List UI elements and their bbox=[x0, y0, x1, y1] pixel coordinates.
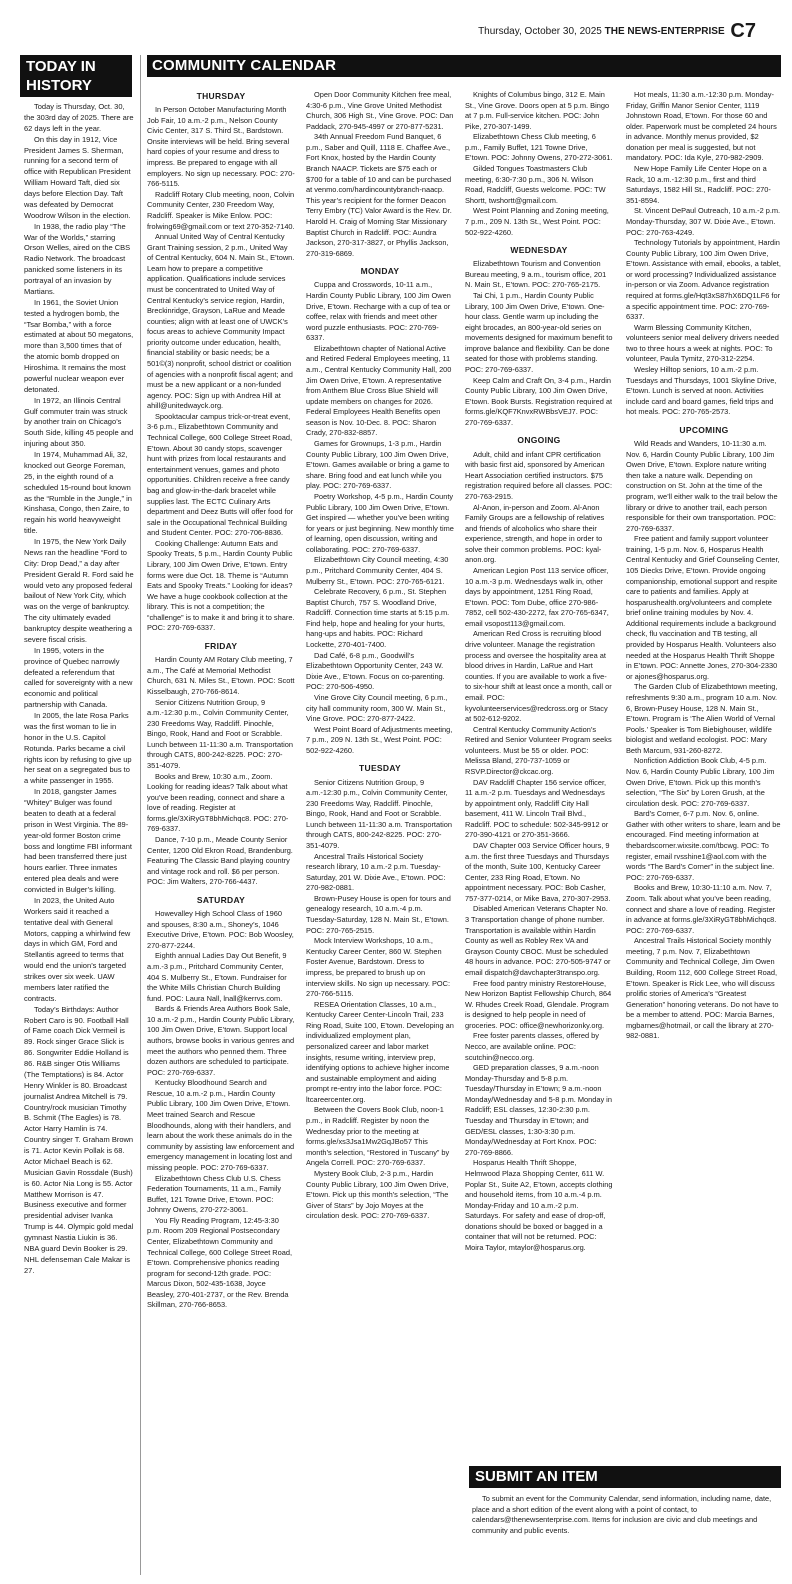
history-title: TODAY IN HISTORY bbox=[20, 55, 132, 97]
event-item: Gilded Tongues Toastmasters Club meeting, 6:30-7:30 p.m., 306 N. Wilson Road, Radcliff, Guests welcome. POC: TW Shortt, twshortt@gmail.com. bbox=[465, 164, 606, 205]
history-paragraph: Today is Thursday, Oct. 30, the 303rd day of 2025. There are 62 days left in the year. bbox=[24, 102, 134, 133]
event-item: Books and Brew, 10:30 a.m., Zoom. Looking for reading ideas? Talk about what you’ve been reading, connect and share a love of reading. Register at forms.gle/3XiRyGT8bhMichqc8. POC: 270-769-6337. bbox=[147, 771, 289, 834]
submit-instructions: To submit an event for the Community Calendar, send information, including name, date, place and a short edition of the event along with a point of contact, to calendars@thenewsenterprise.com. Items for inclusion are civic and club meetings and community and public events. bbox=[472, 1494, 772, 1535]
history-paragraph: In 2005, the late Rosa Parks was the first woman to lie in honor in the U.S. Capitol Rotunda. Parks became a civil rights icon by refusing to give up her seat on a segregated bus to a white passenger in 1955. bbox=[24, 711, 132, 786]
header-dateline bbox=[478, 20, 756, 43]
event-item: Bard’s Corner, 6-7 p.m. Nov. 6, online. Gather with other writers to share, learn and be encouraged. Find meeting information at thebardscorner.wixsite.com/tbcwg. POC: To register, email rvsshine1@aol.com with the words “The Bard’s Corner” in the subject line. POC: 270-769-6337. bbox=[626, 809, 781, 882]
event-item: RESEA Orientation Classes, 10 a.m., Kentucky Career Center-Lincoln Trail, 233 Ring Road, Suite 100, E’town. Developing an individualized employment plan, personalized career and labor market insights, resume writing, interview prep, identifying options to achieve higher income and sustainable employment and aiding prompt re-entry into the labor force. POC: ltcareercenter.org. bbox=[306, 999, 454, 1104]
event-item: 34th Annual Freedom Fund Banquet, 6 p.m., Saber and Quill, 1118 E. Chaffee Ave., Fort Knox, hosted by the Hardin County Branch NAACP. Tickets are $75 each or $700 for a table of 10 and can be purchased at venmo.com/hardincountybranch-naacp. This year’s recipient for the former Deacon Terry Embry (TC) Valor Award is the Rev. Dr. Harold H. Craig of Morning Star Missionary Baptist Church in Radcliff. POC: Aundra Jackson, 270-317-3827, or Phyllis Jackson, 270-319-6869. bbox=[306, 132, 452, 258]
event-item: Elizabethtown Tourism and Convention Bureau meeting, 9 a.m., tourism office, 201 N. Main St., E’town. POC: 270-765-2175. bbox=[465, 259, 607, 290]
event-item: Cooking Challenge: Autumn Eats and Spooky Treats, 5 p.m., Hardin County Public Library, 100 Jim Owen Drive, E’town. Entry forms were due Oct. 18. Theme is “Autumn Eats and Spooky Treats.” Looking for ideas? We have a huge cookbook collection at the library. This is not a competition; the “challenge” is to make it and bring it to share. POC: 270-769-6337. bbox=[147, 538, 295, 633]
event-item: Radcliff Rotary Club meeting, noon, Colvin Community Center, 230 Freedom Way, Radcliff. Speaker is Mike Enlow. POC: frolwing69@gmail.com or text 270-352-7140. bbox=[147, 189, 295, 231]
event-item: Mystery Book Club, 2-3 p.m., Hardin County Public Library, 100 Jim Owen Drive, E’town. Pick up this month’s selection, “The Giver of Stars” by Jojo Moyes at the circulation desk. POC: 270-769-6337. bbox=[306, 1168, 449, 1221]
event-item: Books and Brew, 10:30-11:10 a.m. Nov. 7, Zoom. Talk about what you’ve been reading, connect and share a love of reading. Register in advance at forms.gle/3XiRyGT8bhMichqc8. POC: 270-769-6337. bbox=[626, 883, 777, 935]
event-item: American Red Cross is recruiting blood drive volunteer. Manage the registration process and oversee the hospitality area at blood drives in Hardin, LaRue and Hart counties. If you are available to work a five- to six-hour shift at least once a month, call or email. POC: kyvolunteerservices@redcross.org or Stacy at 502-612-9202. bbox=[465, 629, 612, 724]
history-paragraph: On this day in 1912, Vice President James S. Sherman, running for a second term of office with Republican President William Howard Taft, died six days before Election Day. Taft was defeated by Democrat Woodrow Wilson in the election. bbox=[24, 134, 131, 220]
event-item: St. Vincent DePaul Outreach, 10 a.m.-2 p.m. Monday-Thursday, 307 W. Dixie Ave., E’town. POC: 270-763-4249. bbox=[626, 206, 781, 237]
event-item: You Fly Reading Program, 12:45-3:30 p.m. Room 209 Regional Postsecondary Center, Elizabethtown Community and Technical College, 600 College Street Road, E’town. Comprehensive phonics reading program for second-12th grade. POC: Marcus Dixon, 502-435-1638, Joyce Beasley, 270-401-2737, or the Rev. Brenda Skillman, 270-766-8653. bbox=[147, 1215, 293, 1310]
calendar-column-2 bbox=[306, 90, 454, 1222]
event-item: Warm Blessing Community Kitchen, volunteers senior meal delivery drivers needed two to three hours a week at nights. POC: To volunteer, Paula Tymitz, 270-312-2254. bbox=[626, 322, 779, 364]
event-item: Technology Tutorials by appointment, Hardin County Public Library, 100 Jim Owen Drive, E’town. Assistance with email, ebooks, a tablet, or word processing? Individualized assistance in-person or via Zoom. Advance registration required at forms.gle/Hqt3xS87hX6DQ1LF6 for a specific appointment time. POC: 270-769-6337. bbox=[626, 238, 781, 322]
section-heading-tuesday: TUESDAY bbox=[359, 763, 401, 774]
event-item: Brown-Pusey House is open for tours and genealogy research, 10 a.m.-4 p.m. Tuesday-Saturday, 128 N. Main St., E’town. POC: 270-765-2515. bbox=[306, 893, 451, 935]
event-item: Mock Interview Workshops, 10 a.m., Kentucky Career Center, 860 W. Stephen Foster Avenue, Bardstown. Dress to impress, be prepared to brush up on interview skills. No sign up necessary. POC: 270-766-5115. bbox=[306, 936, 451, 999]
event-item: Elizabethtown Chess Club meeting, 6 p.m., Family Buffet, 121 Towne Drive, E’town. POC: Johnny Owens, 270-272-3061. bbox=[465, 132, 613, 163]
event-item: Senior Citizens Nutrition Group, 9 a.m.-12:30 p.m., Colvin Community Center, 230 Freedoms Way, Radcliff. Pinochle, Bingo, Rook, Hand and Foot or Scrabble. Lunch between 11-11:30 a.m. Transportation through CATS, 800-242-8225. POC: 270-351-4079. bbox=[147, 697, 293, 770]
event-item: Hosparus Health Thrift Shoppe, Helmwood Plaza Shopping Center, 611 W. Poplar St., Suite A2, E’town, accepts clothing and household items, from 10 a.m.-4 p.m. Monday-Friday and 10 a.m.-2 p.m. Saturdays. For safety and ease of drop-off, donations should be boxed or bagged in a container that will not be returned. POC: Moira Taylor, mtaylor@hosparus.org. bbox=[465, 1158, 613, 1252]
event-item: Elizabethtown City Council meeting, 4:30 p.m., Pritchard Community Center, 404 S. Mulberry St., E’town. POC: 270-765-6121. bbox=[306, 555, 449, 586]
column-divider bbox=[140, 55, 141, 1575]
event-item: Wild Reads and Wanders, 10-11:30 a.m. Nov. 6, Hardin County Public Library, 100 Jim Owen Drive, E’town. Explore nature writing then take a nature walk. Depending on construction on St. John at the time of the program, we’ll either walk to the trail below the library or drive to another trail, each person responsible for their own transportation. POC: 270-769-6337. bbox=[626, 439, 778, 533]
section-heading-wednesday: WEDNESDAY bbox=[510, 245, 568, 256]
event-item: Knights of Columbus bingo, 312 E. Main St., Vine Grove. Doors open at 5 p.m. Bingo at 7 p.m. Full-service kitchen. POC: John Pike, 270-307-1499. bbox=[465, 90, 610, 131]
history-paragraph: In 1938, the radio play “The War of the Worlds,” starring Orson Welles, aired on the CBS Radio Network. The broadcast panicked some listeners in its portrayal of an invasion by Martians. bbox=[24, 221, 131, 296]
event-item: DAV Chapter 003 Service Officer hours, 9 a.m. the first three Tuesdays and Thursdays of the month, Suite 100, Kentucky Career Center, 233 Ring Road, E’town. No appointment necessary. POC: Bob Casher, 757-377-0214, or Mike Bava, 270-307-2953. bbox=[465, 841, 611, 903]
section-heading-monday: MONDAY bbox=[360, 266, 400, 277]
event-item: Ancestral Trails Historical Society monthly meeting, 7 p.m. Nov. 7, Elizabethtown Community and Technical College, Jim Owen Building, Room 112, 600 College Street Road, E’town. Speaker is Rick Lee, who will discuss prolific stories of America’s “Greatest Generation” honoring veterans. Do not have to be a member to attend. POC: Marcia Barnes, mgbarnes@hotmail, or call the library at 270-982-0881. bbox=[626, 936, 779, 1041]
event-item: Howevalley High School Class of 1960 and spouses, 8:30 a.m., Shoney’s, 1046 Executive Drive, E’town. POC: Bob Woosley, 270-877-2244. bbox=[147, 909, 294, 950]
section-heading-saturday: SATURDAY bbox=[196, 894, 246, 905]
calendar-title: COMMUNITY CALENDAR bbox=[147, 55, 781, 77]
history-paragraph: In 1974, Muhammad Ali, 32, knocked out George Foreman, 25, in the eighth round of a scheduled 15-round bout known as the “Rumble in the Jungle,” in Kinshasa, Congo, then Zaire, to regain his world heavyweight title. bbox=[24, 450, 132, 536]
calendar-column-3 bbox=[465, 90, 613, 1254]
header-publication: THE NEWS-ENTERPRISE bbox=[604, 26, 725, 37]
event-item: Annual United Way of Central Kentucky Grant Training session, 2 p.m., United Way of Central Kentucky, 604 N. Main St., E’town. Learn how to prepare a competitive application. Qualifications include services must be concentrated to United Way of Central Kentucky’s service region, Hardin, Breckinridge, Grayson, LaRue and Meade counties; align with at least one of UWCK’s focus areas to achieve Community Impact priority outcome under education, health, financial stability or basic needs; be a 501©(3) nonprofit, school district or coalition of agencies with a nonprofit fiscal agent; and must be a new applicant or a non-funded agency. POC: Sign up with Andrea Hill at ahill@unitedwayck.org. bbox=[147, 232, 295, 411]
event-item: Between the Covers Book Club, noon-1 p.m., in Radcliff. Register by noon the Wednesday prior to the meeting at forms.gle/xs3Jsa1Mw2GqJBo57 This month’s selection, “Restored in Tuscany” by Angela Correll. POC: 270-769-6337. bbox=[306, 1105, 450, 1168]
section-heading-upcoming: UPCOMING bbox=[679, 424, 729, 435]
header-date: Thursday, October 30, 2025 bbox=[478, 26, 602, 37]
event-item: Wesley Hilltop seniors, 10 a.m.-2 p.m. Tuesdays and Thursdays, 1001 Skyline Drive, E’town. Lunch is served at noon. Activities include card and board games, field trips and hot meals. POC: 270-765-2573. bbox=[626, 365, 777, 417]
event-item: Vine Grove City Council meeting, 6 p.m., city hall community room, 300 W. Main St., Vine Grove. POC: 270-877-2422. bbox=[306, 692, 448, 724]
event-item: Spooktacular campus trick-or-treat event, 3-6 p.m., Elizabethtown Community and Technical College, 600 College Street Road, E’town. About 30 candy stops, scavenger hunt with prizes from local restaurants and entertainment venues, games and photo opportunities. Children receive a free candy bag and glow-in-the-dark bracelet while supplies last. The ECTC Culinary Arts department and Deez Butts will offer food for sale in the Occupational Technical Building and Student Center. POC: 270-706-8836. bbox=[147, 411, 294, 538]
event-item: West Point Board of Adjustments meeting, 7 p.m., 209 N. 13th St., West Point. POC: 502-922-4260. bbox=[306, 724, 453, 755]
event-item: West Point Planning and Zoning meeting, 7 p.m., 209 N. 13th St., West Point. POC: 502-922-4260. bbox=[465, 206, 609, 237]
section-heading-friday: FRIDAY bbox=[204, 641, 238, 652]
section-heading-thursday: THURSDAY bbox=[196, 91, 246, 101]
section-heading-ongoing: ONGOING bbox=[517, 435, 561, 446]
history-paragraph: In 1961, the Soviet Union tested a hydrogen bomb, the “Tsar Bomba,” with a force estimated at about 50 megatons, more than 3,500 times that of the atomic bomb dropped on Hiroshima. It remains the most powerful nuclear weapon ever detonated. bbox=[24, 297, 134, 394]
event-item: American Legion Post 113 service officer, 10 a.m.-3 p.m. Wednesdays walk in, other days by appointment, 1251 Ring Road, E’town. POC: Tom Dube, office 270-986-7852, cell 502-430-2272, fax 270-765-6347, email vsopost113@gmail.com. bbox=[465, 565, 609, 628]
event-item: Hot meals, 11:30 a.m.-12:30 p.m. Monday-Friday, Griffin Manor Senior Center, 1119 Johnstown Road, E’town. For those 60 and older. Paperwork must be completed 24 hours in advance. Monthly menus provided, $2 donation per meal is suggested, but not mandatory. POC: Ida Kyle, 270-982-2909. bbox=[626, 90, 777, 163]
history-paragraph: In 1972, an Illinois Central Gulf commuter train was struck by another train on Chicago’s South Side, killing 45 people and injuring about 350. bbox=[24, 395, 134, 449]
event-item: Dad Café, 6-8 p.m., Goodwill’s Elizabethtown Opportunity Center, 243 W. Dixie Ave., E’town. Focus on co-parenting. POC: 270-506-4950. bbox=[306, 650, 445, 692]
event-item: GED preparation classes, 9 a.m.-noon Monday-Thursday and 5-8 p.m. Tuesday/Thursday in E’town; 9 a.m.-noon Monday/Wednesday and 5-8 p.m. Monday in Radcliff; ESL classes, 12:30-2:30 p.m. Tuesday and Thursday in E’town; and GED/ESL classes, 1:30-3:30 p.m. Monday/Wednesday at Fort Knox. POC: 270-769-8866. bbox=[465, 1063, 612, 1157]
event-item: Open Door Community Kitchen free meal, 4:30-6 p.m., Vine Grove United Methodist Church, 306 High St., Vine Grove. POC: Dan Paddack, 270-945-4997 or 270-877-5231. bbox=[306, 90, 454, 131]
event-item: Poetry Workshop, 4-5 p.m., Hardin County Public Library, 100 Jim Owen Drive, E’town. Get inspired — whether you’ve been writing for years or just beginning. New monthly time of learning, open discussion, writing and collaborating. POC: 270-769-6337. bbox=[306, 491, 454, 554]
page-header bbox=[0, 0, 792, 44]
event-item: Elizabethtown Chess Club U.S. Chess Federation Tournaments, 11 a.m., Family Buffet, 121 Towne Drive, E’town. POC: Johnny Owens, 270-272-3061. bbox=[147, 1173, 282, 1215]
event-item: Elizabethtown chapter of National Active and Retired Federal Employees meeting, 11 a.m., Central Kentucky Community Hall, 200 Jim Owen Drive, E’town. A representative from Anthem Blue Cross Blue Shield will update members on changes for 2026. Federal Employees Health Benefits open season is Nov. 10-Dec. 8. POC: Sharon Crady, 270-832-8857. bbox=[306, 343, 452, 438]
event-item: Kentucky Bloodhound Search and Rescue, 10 a.m.-2 p.m., Hardin County Public Library, 100 Jim Owen Drive, E’town. Meet trained Search and Rescue Bloodhounds, along with their handlers, and learn about the work these animals do in the community by assisting law enforcement and emergency management in locating lost and missing people. POC: 270-769-6337. bbox=[147, 1078, 295, 1172]
event-item: Al-Anon, in-person and Zoom. Al-Anon Family Groups are a fellowship of relatives and friends of alcoholics who share their experience, strength, and hope in order to solve their common problems. POC: kyal-anon.org. bbox=[465, 502, 605, 565]
submit-title: SUBMIT AN ITEM bbox=[469, 1466, 781, 1488]
event-item: Celebrate Recovery, 6 p.m., St. Stephen Baptist Church, 757 S. Woodland Drive, Radcliff. Connection time starts at 5:15 p.m. Find help, hope and healing for your hurts, hang-ups and habits. POC: Richard Lockette, 270-401-7400. bbox=[306, 587, 450, 650]
event-item: In Person October Manufacturing Month Job Fair, 10 a.m.-2 p.m., Nelson County Civic Center, 317 S. Third St., Bardstown. Onsite interviews will be held. Bring several hard copies of your resume and dress to impress. Be prepared to engage with all employers. No sign up necessary. POC: 270-766-5115. bbox=[147, 105, 295, 189]
event-item: Senior Citizens Nutrition Group, 9 a.m.-12:30 p.m., Colvin Community Center, 230 Freedoms Way, Radcliff. Pinochle, Bingo, Rook, Hand and Foot or Scrabble. Lunch between 11-11:30 a.m. Transportation through CATS, 800-242-8225. POC: 270-351-4079. bbox=[306, 777, 452, 851]
header-page-number: C7 bbox=[730, 20, 756, 42]
event-item: DAV Radcliff Chapter 156 service officer, 11 a.m.-2 p.m. Tuesdays and Wednesdays by appointment only, Radcliff City Hall basement, 411 W. Lincoln Trail Blvd., Radcliff. POC to schedule: 502-345-9912 or 270-390-4121 or 270-351-3666. bbox=[465, 777, 609, 840]
event-item: Nonfiction Addiction Book Club, 4-5 p.m. Nov. 6, Hardin County Public Library, 100 Jim Owen Drive, E’town. Pick up this month’s selection, “The Six” by Loren Grush, at the circulation desk. POC: 270-769-6337. bbox=[626, 756, 775, 808]
history-paragraph: In 2023, the United Auto Workers said it reached a tentative deal with General Motors, capping a whirlwind few days in which GM, Ford and Stellantis agreed to terms that would end the union’s targeted strikes over six week. UAW members later ratified the contracts. bbox=[24, 895, 131, 1003]
event-item: Free foster parents classes, offered by Necco, are available online. POC: scutchin@necco.org. bbox=[465, 1031, 599, 1062]
calendar-column-1 bbox=[147, 90, 295, 1311]
event-item: Hardin County AM Rotary Club meeting, 7 a.m., The Café at Memorial Methodist Church, 631 N. Miles St., E’town. POC: Scott Kisselbaugh, 270-766-8614. bbox=[147, 655, 295, 696]
event-item: Ancestral Trails Historical Society research library, 10 a.m.-2 p.m. Tuesday-Saturday, 201 W. Dixie Ave., E’town. POC: 270-982-0881. bbox=[306, 851, 446, 893]
event-item: Disabled American Veterans Chapter No. 3 Transportation change of phone number. Transportation is available within Hardin County as well as Robley Rex VA and Grayson County CBOC. Must be scheduled 48 hours in advance. POC: 270-505-9747 or email dispatch@davchapter3transpo.org. bbox=[465, 904, 611, 977]
event-item: Free patient and family support volunteer training, 1-5 p.m. Nov. 6, Hosparus Health Central Kentucky and Grief Counseling Center, 105 Diecks Drive, E’town. Provide ongoing companionship, emotional support and respite care to patients and families. Apply at hosparushealth.org/volunteers and complete brief online training modules by Nov. 4. Additional requirements include a background check, flu vaccination and TB testing, all provided by Hosparus Health. Volunteers also needed at the Hosparus Health Thrift Shoppe in E’town. POC: Annette Jones, 270-304-2330 or ajones@hosparus.org. bbox=[626, 534, 780, 681]
event-item: Free food pantry ministry RestoreHouse, New Horizon Baptist Fellowship Church, 864 W. Rhudes Creek Road, Glendale. Program is designed to help people in need of groceries. POC: office@newhorizonky.org. bbox=[465, 978, 612, 1030]
history-paragraph: In 1975, the New York Daily News ran the headline “Ford to City: Drop Dead,” a day after President Gerald R. Ford said he would veto any proposed federal bailout of New York City, which was on the verge of bankruptcy. The city ultimately evaded bankruptcy despite weathering a severe fiscal crisis. bbox=[24, 537, 134, 644]
event-item: Adult, child and infant CPR certification with basic first aid, sponsored by American Heart Association certified instructors. $75 registration required before all classes. POC: 270-763-2915. bbox=[465, 449, 613, 501]
event-item: Dance, 7-10 p.m., Meade County Senior Center, 1200 Old Ekron Road, Brandenburg. Featuring The Classic Band playing country and vintage rock and roll. $6 per person. POC: Jim Walters, 270-766-4437. bbox=[147, 835, 293, 887]
history-paragraph: In 1995, voters in the province of Quebec narrowly defeated a referendum that called for sovereignty with a new economic and political partnership with Canada. bbox=[24, 645, 133, 710]
event-item: Cuppa and Crosswords, 10-11 a.m., Hardin County Public Library, 100 Jim Owen Drive, E’town. Recharge with a cup of tea or coffee, relax with friends and meet other word puzzle enthusiasts. POC: 270-769-6337. bbox=[306, 280, 451, 343]
history-section bbox=[24, 102, 134, 1277]
event-item: The Garden Club of Elizabethtown meeting, refreshments 9:30 a.m., program 10 a.m. Nov. 6, Brown-Pusey House, 128 N. Main St., E’town. Program is ‘The Alien World of Vernal Pools.’ Speaker is Tom Biebighouser, wildlife biologist and wetland ecologist. POC: Mary Beth Marcum, 931-260-8272. bbox=[626, 682, 778, 755]
event-item: Eighth annual Ladies Day Out Benefit, 9 a.m.-3 p.m., Pritchard Community Center, 404 S. Mulberry St., E’town. Fundraiser for the White Mills Christian Church Building fund. POC: Laura Nall, lnall@kerrvs.com. bbox=[147, 951, 287, 1003]
history-paragraph: In 2018, gangster James “Whitey” Bulger was found beaten to death at a federal prison in West Virginia. The 89-year-old former Boston crime boss and longtime FBI informant had been transferred there just hours earlier. Three inmates entered plea deals and were convicted in Bulger’s killing. bbox=[24, 787, 132, 894]
event-item: New Hope Family Life Center Hope on a Rack, 10 a.m.-12:30 p.m., first and third Saturdays, 1582 Hill St., Radcliff. POC: 270-351-8594. bbox=[626, 164, 771, 205]
event-item: Bards & Friends Area Authors Book Sale, 10 a.m.-2 p.m., Hardin County Public Library, 100 Jim Owen Drive, E’town. Support local authors, browse books in various genres and meet the authors who penned them. Three dozen authors are scheduled to participate. POC: 270-769-6337. bbox=[147, 1004, 295, 1077]
event-item: Keep Calm and Craft On, 3-4 p.m., Hardin County Public Library, 100 Jim Owen Drive, E’town. Book Bursts. Registration required at forms.gle/KQF7KnvxRWBbsVEJ7. POC: 270-769-6337. bbox=[465, 375, 613, 427]
calendar-column-4 bbox=[626, 90, 782, 1042]
event-item: Central Kentucky Community Action’s Retired and Senior Volunteer Program seeks volunteers. Must be 55 or older. POC: Melissa Bland, 270-737-1059 or RSVP.Director@ckcac.org. bbox=[465, 724, 612, 776]
history-birthdays: Today’s Birthdays: Author Robert Caro is 90. Football Hall of Fame coach Dick Vermeil is 89. Rock singer Grace Slick is 86. Songwriter Eddie Holland is 86. R&B singer Otis Williams (The Temptations) is 84. Actor Henry Winkler is 80. Broadcast journalist Andrea Mitchell is 79. Country/rock musician Timothy B. Schmit (The Eagles) is 78. Actor Harry Hamlin is 74. Country singer T. Graham Brown is 71. Actor Kevin Pollak is 68. Actor Michael Beach is 62. Musician Gavin Rossdale (Bush) is 60. Actor Nia Long is 55. Actor Matthew Morrison is 47. Business executive and former presidential adviser Ivanka Trump is 44. Olympic gold medal gymnast Nastia Liukin is 36. NBA guard Devin Booker is 29. NHL defenseman Cale Makar is 27. bbox=[24, 1004, 134, 1275]
event-item: Games for Grownups, 1-3 p.m., Hardin County Public Library, 100 Jim Owen Drive, E’town. Games available or bring a game to share. Bring food and eat lunch while you play. POC: 270-769-6337. bbox=[306, 439, 450, 491]
event-item: Tai Chi, 1 p.m., Hardin County Public Library, 100 Jim Owen Drive, E’town. One-hour class. Gentle warm up including the eight brocades, an 800-year-old series on movements designed for maximum benefit to improve balance and flexibility. Can be done seated for those with problems standing. POC: 270-769-6337. bbox=[465, 290, 613, 375]
